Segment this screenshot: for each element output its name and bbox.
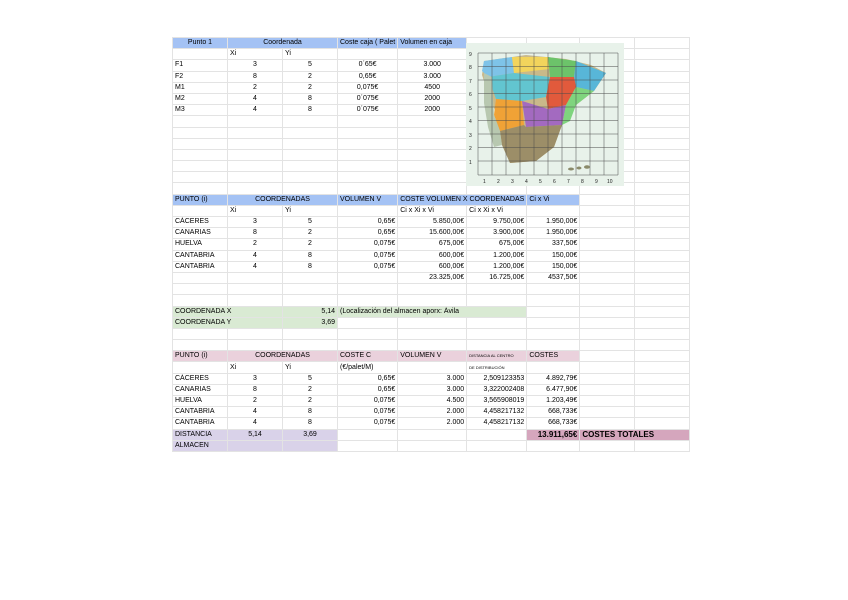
cell[interactable]: CÁCERES	[173, 217, 228, 228]
t2-sub-xi[interactable]: Xi	[228, 205, 283, 216]
cell[interactable]: 600,00€	[398, 261, 467, 272]
distance-label[interactable]: DISTANCIA	[173, 429, 228, 440]
cell[interactable]: 0,075€	[338, 250, 398, 261]
cell[interactable]: 3.000	[398, 71, 467, 82]
cell[interactable]: 8	[283, 261, 338, 272]
cell[interactable]: 0,075€	[338, 396, 398, 407]
cell[interactable]: 4,458217132	[467, 418, 527, 429]
y-tick: 7	[469, 79, 472, 85]
empty-row	[173, 328, 690, 339]
y-tick: 5	[469, 106, 472, 112]
x-tick: 4	[525, 179, 528, 185]
coord-y-label[interactable]: COORDENADA Y	[173, 317, 283, 328]
cell[interactable]: 4	[228, 261, 283, 272]
table-row	[173, 217, 690, 228]
distance-y[interactable]: 3,69	[283, 429, 338, 440]
cell[interactable]: F2	[173, 71, 228, 82]
t2-total-3[interactable]: 4537,50€	[527, 272, 580, 283]
t1-h-punto[interactable]: Punto 1	[173, 38, 228, 49]
cell[interactable]: 8	[283, 105, 338, 116]
cell[interactable]: HUELVA	[173, 396, 228, 407]
cell[interactable]: 1.950,00€	[527, 228, 580, 239]
cell[interactable]: 0´65€	[338, 60, 398, 71]
t1-h-coordenada[interactable]: Coordenada	[228, 38, 338, 49]
location-note[interactable]: (Localización del almacen aporx: Ávila	[338, 306, 527, 317]
distance-x[interactable]: 5,14	[228, 429, 283, 440]
coord-y-value[interactable]: 3,69	[283, 317, 338, 328]
cell[interactable]: 2	[228, 82, 283, 93]
empty-row	[173, 340, 690, 351]
t4-h-volumen[interactable]: VOLUMEN V	[398, 351, 467, 362]
cell[interactable]: 2000	[398, 93, 467, 104]
cell[interactable]: F1	[173, 60, 228, 71]
cell[interactable]: 4	[228, 105, 283, 116]
spain-grid-map	[466, 43, 624, 186]
table-row	[173, 239, 690, 250]
cell[interactable]: HUELVA	[173, 239, 228, 250]
cell[interactable]: 1.200,00€	[467, 261, 527, 272]
t2-h-coste-volumen[interactable]: COSTE VOLUMEN X COORDENADAS	[398, 194, 527, 205]
y-tick: 8	[469, 65, 472, 71]
cell[interactable]: CANTABRIA	[173, 407, 228, 418]
t2-sub-row	[173, 205, 690, 216]
t4-h-coordenadas[interactable]: COORDENADAS	[228, 351, 338, 362]
cell[interactable]: CANARIAS	[173, 384, 228, 395]
x-tick: 5	[539, 179, 542, 185]
cell[interactable]: 8	[228, 228, 283, 239]
cell[interactable]: 150,00€	[527, 250, 580, 261]
cell[interactable]: 4	[228, 407, 283, 418]
cell[interactable]: 3.900,00€	[467, 228, 527, 239]
cell[interactable]: 6.477,90€	[527, 384, 580, 395]
cell[interactable]: 0,075€	[338, 418, 398, 429]
cell[interactable]: 4.500	[398, 396, 467, 407]
table-row	[173, 396, 690, 407]
table-row	[173, 384, 690, 395]
t3-y-row	[173, 317, 690, 328]
t2-h-ci-vi[interactable]: Ci x Vi	[527, 194, 580, 205]
y-tick: 3	[469, 133, 472, 139]
cell[interactable]: M3	[173, 105, 228, 116]
t1-h-coste[interactable]: Coste caja ( Palet	[338, 38, 398, 49]
t4-h-coste[interactable]: COSTE C	[338, 351, 398, 362]
region-castilla-leon	[488, 73, 550, 101]
cell[interactable]: 1.950,00€	[527, 217, 580, 228]
cell[interactable]: 2.000	[398, 407, 467, 418]
cell[interactable]: 2000	[398, 105, 467, 116]
cell[interactable]: 8	[283, 407, 338, 418]
cell[interactable]: CANARIAS	[173, 228, 228, 239]
coord-x-label[interactable]: COORDENADA X	[173, 306, 283, 317]
cell[interactable]: 0,075€	[338, 239, 398, 250]
coord-x-value[interactable]: 5,14	[283, 306, 338, 317]
cell[interactable]: 3.000	[398, 373, 467, 384]
t1-sub-xi[interactable]: Xi	[228, 49, 283, 60]
total-cost-value[interactable]: 13.911,65€	[527, 429, 580, 440]
cell[interactable]: 2.000	[398, 418, 467, 429]
cell[interactable]: 4	[228, 418, 283, 429]
cell[interactable]: 0,65€	[338, 384, 398, 395]
table-row	[173, 228, 690, 239]
cell[interactable]: 3.000	[398, 384, 467, 395]
cell[interactable]: 675,00€	[398, 239, 467, 250]
cell[interactable]: 600,00€	[398, 250, 467, 261]
cell[interactable]: 4	[228, 93, 283, 104]
t2-h-punto[interactable]: PUNTO (i)	[173, 194, 228, 205]
y-tick: 9	[469, 52, 472, 58]
cell[interactable]: 9.750,00€	[467, 217, 527, 228]
x-tick: 8	[581, 179, 584, 185]
cell[interactable]: 4.892,79€	[527, 373, 580, 384]
y-tick: 4	[469, 119, 472, 125]
cell[interactable]: 337,50€	[527, 239, 580, 250]
cell[interactable]: 2	[283, 396, 338, 407]
cell[interactable]: 1.200,00€	[467, 250, 527, 261]
t4-h-punto[interactable]: PUNTO (i)	[173, 351, 228, 362]
cell[interactable]: 0,075€	[338, 82, 398, 93]
t2-h-volumen[interactable]: VOLUMEN V	[338, 194, 398, 205]
empty-row	[173, 284, 690, 295]
t4-sub-unit[interactable]: (€/palet/M)	[338, 362, 398, 373]
t2-sub-cixi2[interactable]: Ci x Xi x Vi	[467, 205, 527, 216]
cell[interactable]: 0,65€	[338, 217, 398, 228]
table-row	[173, 407, 690, 418]
cell[interactable]: 2	[228, 396, 283, 407]
t4-sub-xi[interactable]: Xi	[228, 362, 283, 373]
t4-sub-distribucion[interactable]: DE DISTRIBUCIÓN	[467, 362, 527, 373]
t2-h-coordenadas[interactable]: COORDENADAS	[228, 194, 338, 205]
t2-sub-yi[interactable]: Yi	[283, 205, 338, 216]
x-tick: 10	[607, 179, 613, 185]
cell[interactable]: CANTABRIA	[173, 418, 228, 429]
cell[interactable]: 2	[283, 239, 338, 250]
table-row	[173, 250, 690, 261]
t3-x-row	[173, 306, 690, 317]
t4-h-distancia[interactable]: DISTANCIA AL CENTRO	[467, 351, 527, 362]
cell[interactable]: 3,565908019	[467, 396, 527, 407]
cell[interactable]: 2	[283, 228, 338, 239]
cell[interactable]: 4500	[398, 82, 467, 93]
y-tick: 1	[469, 160, 472, 166]
cell[interactable]: 3	[228, 60, 283, 71]
cell[interactable]: 0,65€	[338, 71, 398, 82]
cell[interactable]: 2	[283, 384, 338, 395]
t1-sub-yi[interactable]: Yi	[283, 49, 338, 60]
t2-sub-cixi[interactable]: Ci x Xi x Vi	[398, 205, 467, 216]
table-row	[173, 261, 690, 272]
table-row	[173, 418, 690, 429]
y-tick: 2	[469, 146, 472, 152]
t4-sub-row	[173, 362, 690, 373]
cell[interactable]: 0,075€	[338, 407, 398, 418]
cell[interactable]: 675,00€	[467, 239, 527, 250]
cell[interactable]: 150,00€	[527, 261, 580, 272]
x-tick: 2	[497, 179, 500, 185]
cell[interactable]: 4	[228, 250, 283, 261]
t4-almacen-row	[173, 440, 690, 451]
x-tick: 1	[483, 179, 486, 185]
cell[interactable]: 0,65€	[338, 228, 398, 239]
cell[interactable]: 0´075€	[338, 105, 398, 116]
cell[interactable]: 8	[283, 93, 338, 104]
x-tick: 7	[567, 179, 570, 185]
x-tick: 9	[595, 179, 598, 185]
cell[interactable]: 8	[228, 384, 283, 395]
t2-total-2[interactable]: 16.725,00€	[467, 272, 527, 283]
cell[interactable]: 2	[283, 82, 338, 93]
t4-sub-yi[interactable]: Yi	[283, 362, 338, 373]
cell[interactable]: CÁCERES	[173, 373, 228, 384]
cell[interactable]: 4,458217132	[467, 407, 527, 418]
cell[interactable]: 668,733€	[527, 418, 580, 429]
total-cost-label[interactable]: COSTES TOTALES	[580, 429, 690, 440]
cell[interactable]: 8	[283, 418, 338, 429]
cell[interactable]: M1	[173, 82, 228, 93]
t2-header-row	[173, 194, 690, 205]
cell[interactable]: 15.600,00€	[398, 228, 467, 239]
cell[interactable]: 1.203,49€	[527, 396, 580, 407]
cell[interactable]: 5.850,00€	[398, 217, 467, 228]
cell[interactable]: 0´075€	[338, 93, 398, 104]
cell[interactable]: 3,322002408	[467, 384, 527, 395]
cell[interactable]: M2	[173, 93, 228, 104]
cell[interactable]: 2	[228, 239, 283, 250]
t2-totals-row	[173, 272, 690, 283]
empty-row	[173, 295, 690, 306]
cell[interactable]: 0,075€	[338, 261, 398, 272]
almacen-label[interactable]: ALMACEN	[173, 440, 228, 451]
cell[interactable]: 3.000	[398, 60, 467, 71]
cell[interactable]: 3	[228, 217, 283, 228]
cell[interactable]: 0,65€	[338, 373, 398, 384]
cell[interactable]: 8	[283, 250, 338, 261]
table-row	[173, 373, 690, 384]
x-tick: 6	[553, 179, 556, 185]
y-tick: 6	[469, 92, 472, 98]
cell[interactable]: 5	[283, 373, 338, 384]
cell[interactable]: CANTABRIA	[173, 261, 228, 272]
cell[interactable]: 2,509123353	[467, 373, 527, 384]
cell[interactable]: CANTABRIA	[173, 250, 228, 261]
t4-header-row	[173, 351, 690, 362]
t2-total-1[interactable]: 23.325,00€	[398, 272, 467, 283]
cell[interactable]: 5	[283, 217, 338, 228]
cell[interactable]: 3	[228, 373, 283, 384]
t1-h-volumen[interactable]: Volumen en caja	[398, 38, 467, 49]
cell[interactable]: 668,733€	[527, 407, 580, 418]
x-tick: 3	[511, 179, 514, 185]
cell[interactable]: 5	[283, 60, 338, 71]
t4-distance-row	[173, 429, 690, 440]
t4-h-costes[interactable]: COSTES	[527, 351, 580, 362]
cell[interactable]: 8	[228, 71, 283, 82]
cell[interactable]: 2	[283, 71, 338, 82]
